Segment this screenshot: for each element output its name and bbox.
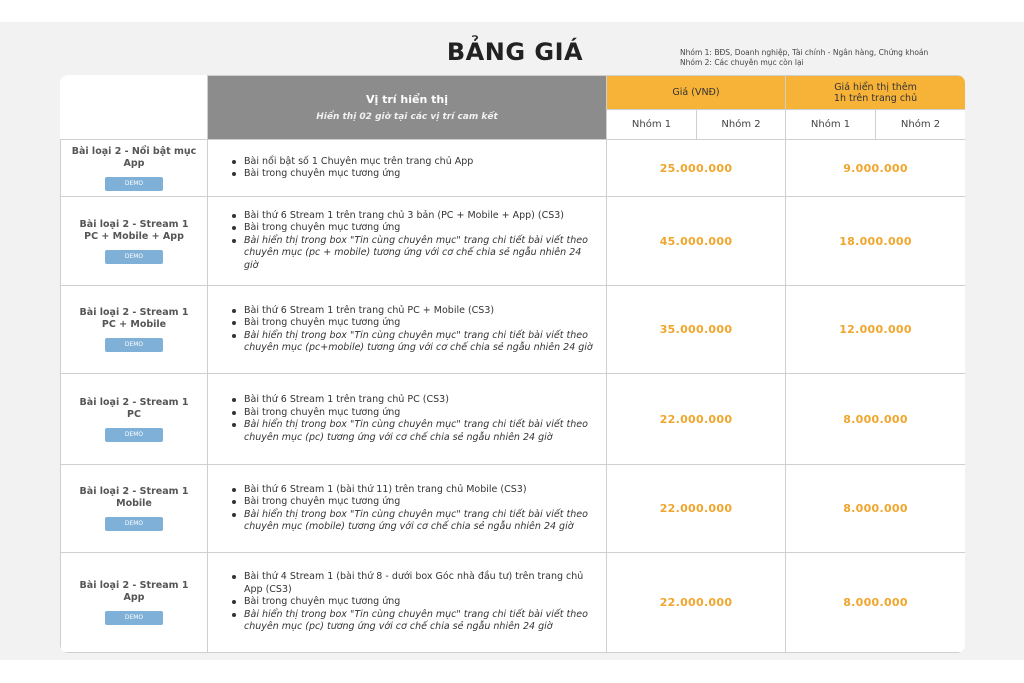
bullet-item: Bài trong chuyên mục tương ứng xyxy=(244,496,596,509)
row-label: Bài loại 2 - Stream 1 Mobile xyxy=(79,486,189,509)
header-position-subtitle: Hiển thị 02 giờ tại các vị trí cam kết xyxy=(316,112,498,122)
table-row xyxy=(61,197,966,286)
row-label: Bài loại 2 - Stream 1 PC + Mobile xyxy=(79,307,189,330)
row-label-cell xyxy=(61,374,208,465)
price-value: 22.000.000 xyxy=(607,374,786,465)
bullet-item-italic: Bài hiển thị trong box "Tin cùng chuyên mục" trang chi tiết bài viết theo chuyên mục (pc) tương ứng với cơ chế chia sẻ ngẫu nhiên 24 giờ xyxy=(244,609,596,634)
price-value: 22.000.000 xyxy=(607,553,786,653)
note-group-2: Nhóm 2: Các chuyên mục còn lại xyxy=(680,58,804,67)
row-description xyxy=(208,374,607,465)
bullet-item: Bài thứ 6 Stream 1 trên trang chủ 3 bản (PC + Mobile + App) (CS3) xyxy=(244,210,596,223)
price-value: 45.000.000 xyxy=(607,197,786,286)
bullet-item-italic: Bài hiển thị trong box "Tin cùng chuyên mục" trang chi tiết bài viết theo chuyên mục (pc+mobile) tương ứng với cơ chế chia sẻ ngẫu nhiên 24 giờ xyxy=(244,330,596,355)
row-label: Bài loại 2 - Stream 1 PC + Mobile + App xyxy=(79,218,189,242)
header-extra-line1: Giá hiển thị thêm xyxy=(834,81,917,93)
row-label-cell xyxy=(61,286,208,374)
table-row xyxy=(61,286,966,374)
header-extra-group2: Nhóm 2 xyxy=(876,110,965,140)
header-price-group2: Nhóm 2 xyxy=(697,110,786,140)
row-label: Bài loại 2 - Stream 1 PC xyxy=(79,396,189,420)
extra-price-value: 9.000.000 xyxy=(786,140,965,197)
row-description xyxy=(208,465,607,553)
bullet-item-italic: Bài hiển thị trong box "Tin cùng chuyên mục" trang chi tiết bài viết theo chuyên mục (pc + mobile) tương ứng với cơ chế chia sẻ ngẫu nhiên 24 giờ xyxy=(244,235,596,273)
header-position-title: Vị trí hiển thị xyxy=(366,93,448,106)
price-table-card xyxy=(60,75,965,653)
row-description xyxy=(208,553,607,653)
row-description xyxy=(208,197,607,286)
row-label-cell xyxy=(61,465,208,553)
page-title: BẢNG GIÁ xyxy=(446,38,584,66)
row-description xyxy=(208,140,607,197)
extra-price-value: 12.000.000 xyxy=(786,286,965,374)
demo-button[interactable]: DEMO xyxy=(105,428,163,442)
group-notes xyxy=(680,48,928,68)
bullet-item: Bài thứ 6 Stream 1 (bài thứ 11) trên trang chủ Mobile (CS3) xyxy=(244,484,596,497)
row-label: Bài loại 2 - Nổi bật mục App xyxy=(71,145,197,169)
header-extra-price xyxy=(786,76,965,110)
row-label-cell xyxy=(61,140,208,197)
bullet-item-italic: Bài hiển thị trong box "Tin cùng chuyên mục" trang chi tiết bài viết theo chuyên mục (mobile) tương ứng với cơ chế chia sẻ ngẫu nhiên 24 giờ xyxy=(244,509,596,534)
table-row xyxy=(61,465,966,553)
header-price: Giá (VNĐ) xyxy=(607,76,786,110)
demo-button[interactable]: DEMO xyxy=(105,517,163,531)
price-value: 35.000.000 xyxy=(607,286,786,374)
bullet-item: Bài thứ 6 Stream 1 trên trang chủ PC + Mobile (CS3) xyxy=(244,305,596,318)
bullet-item: Bài thứ 6 Stream 1 trên trang chủ PC (CS3) xyxy=(244,394,596,407)
extra-price-value: 8.000.000 xyxy=(786,374,965,465)
demo-button[interactable]: DEMO xyxy=(105,177,163,191)
bullet-item: Bài trong chuyên mục tương ứng xyxy=(244,596,596,609)
row-description xyxy=(208,286,607,374)
bullet-item: Bài trong chuyên mục tương ứng xyxy=(244,222,596,235)
table-row xyxy=(61,553,966,653)
table-row xyxy=(61,140,966,197)
table-row xyxy=(61,374,966,465)
header-price-group1: Nhóm 1 xyxy=(607,110,697,140)
demo-button[interactable]: DEMO xyxy=(105,338,163,352)
bullet-item: Bài trong chuyên mục tương ứng xyxy=(244,317,596,330)
bullet-item: Bài thứ 4 Stream 1 (bài thứ 8 - dưới box Góc nhà đầu tư) trên trang chủ App (CS3) xyxy=(244,571,596,596)
header-empty-cell xyxy=(61,76,208,140)
price-value: 25.000.000 xyxy=(607,140,786,197)
header-position xyxy=(208,76,607,140)
row-label-cell xyxy=(61,197,208,286)
bullet-item: Bài trong chuyên mục tương ứng xyxy=(244,168,596,181)
row-label: Bài loại 2 - Stream 1 App xyxy=(79,580,189,603)
extra-price-value: 8.000.000 xyxy=(786,465,965,553)
bullet-item: Bài trong chuyên mục tương ứng xyxy=(244,407,596,420)
header-extra-group1: Nhóm 1 xyxy=(786,110,876,140)
row-label-cell xyxy=(61,553,208,653)
note-group-1: Nhóm 1: BĐS, Doanh nghiệp, Tài chính - Ngân hàng, Chứng khoán xyxy=(680,48,929,57)
bullet-item-italic: Bài hiển thị trong box "Tin cùng chuyên mục" trang chi tiết bài viết theo chuyên mục (pc) tương ứng với cơ chế chia sẻ ngẫu nhiên 24 giờ xyxy=(244,419,596,444)
demo-button[interactable]: DEMO xyxy=(105,250,163,264)
extra-price-value: 18.000.000 xyxy=(786,197,965,286)
extra-price-value: 8.000.000 xyxy=(786,553,965,653)
price-value: 22.000.000 xyxy=(607,465,786,553)
header-extra-line2: 1h trên trang chủ xyxy=(833,92,918,104)
price-table xyxy=(60,75,965,653)
bullet-item: Bài nổi bật số 1 Chuyên mục trên trang chủ App xyxy=(244,156,596,169)
demo-button[interactable]: DEMO xyxy=(105,611,163,625)
